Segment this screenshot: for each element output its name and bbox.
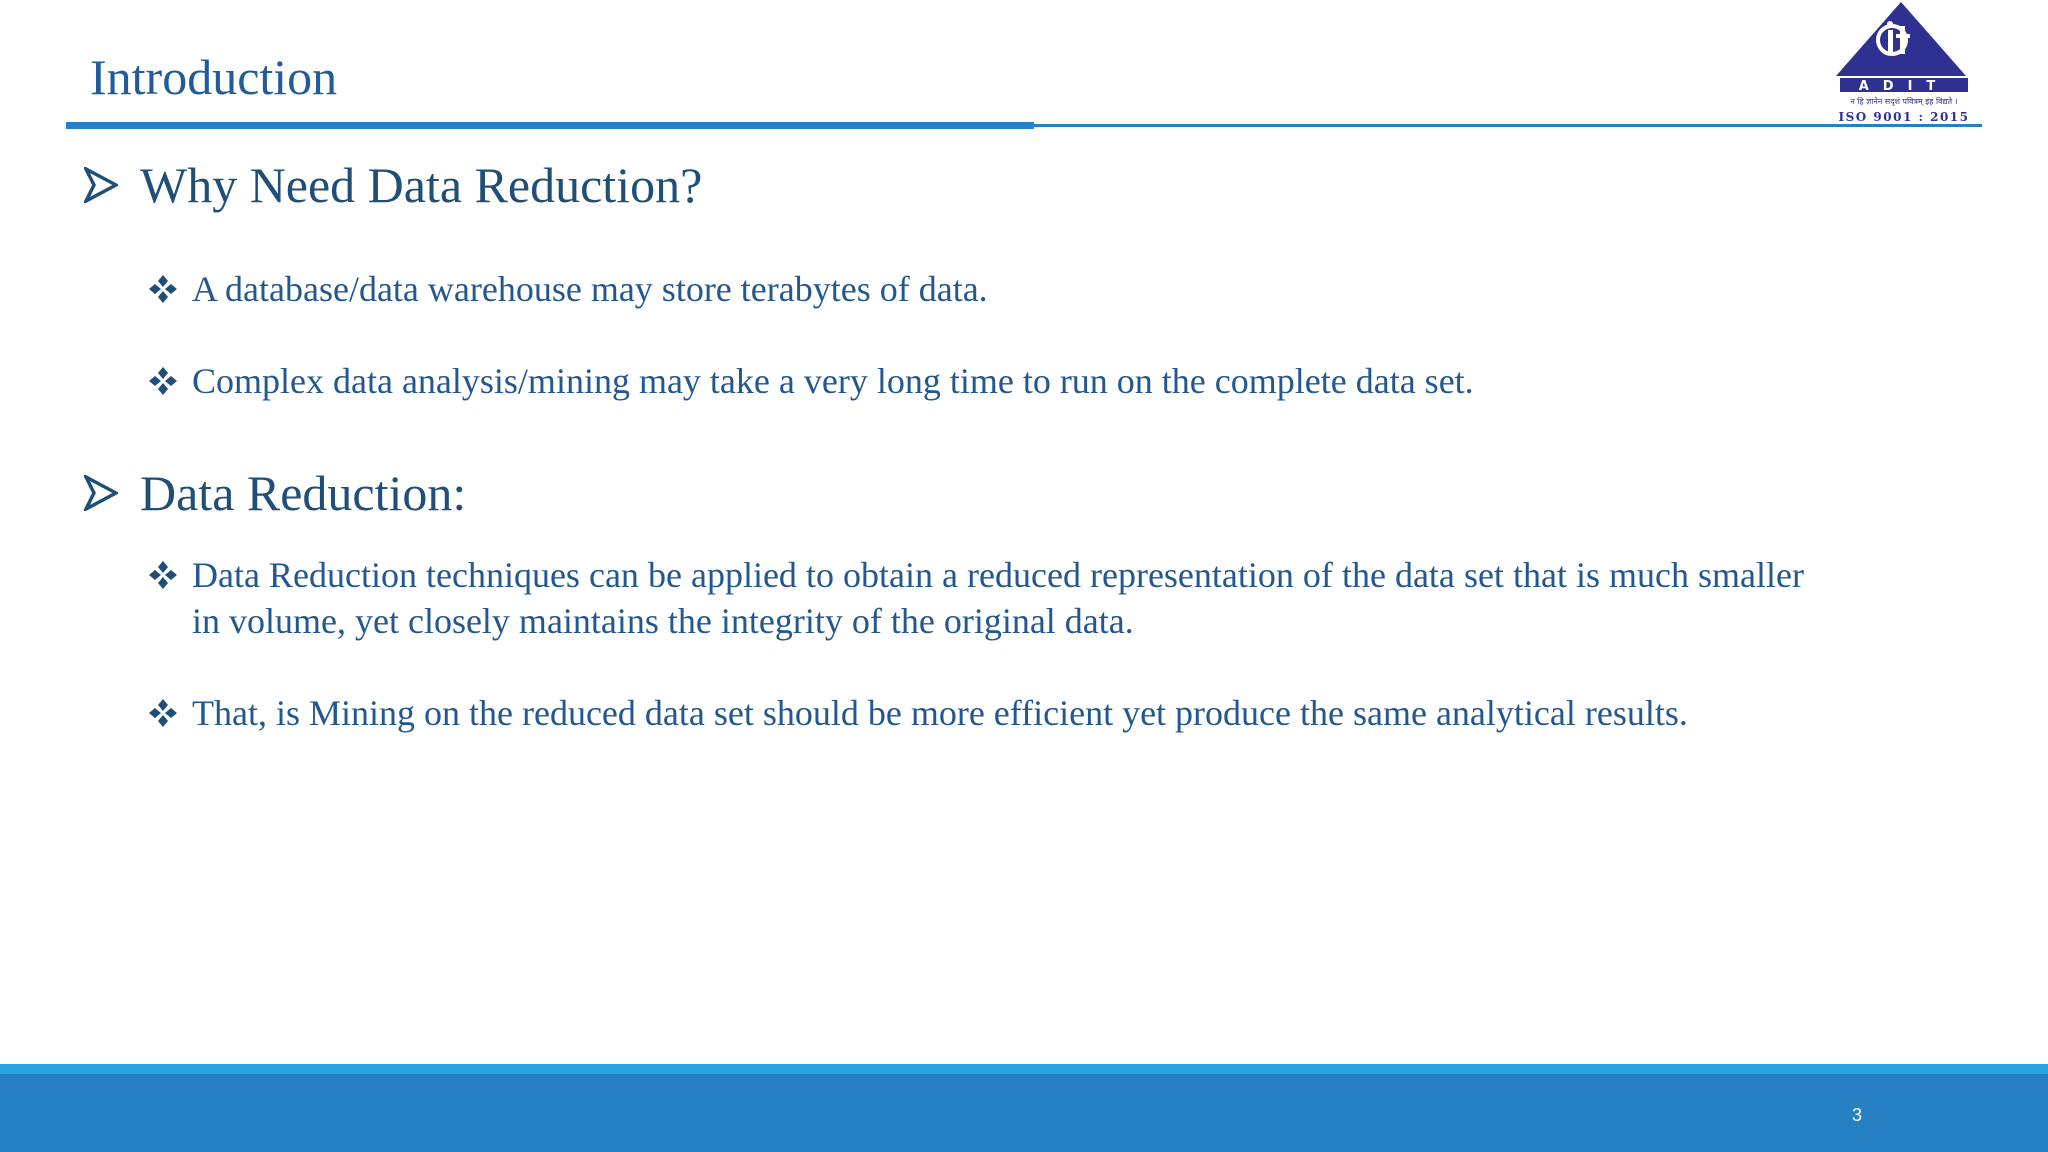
bullet-item <box>148 552 1804 644</box>
section-heading <box>84 157 703 213</box>
svg-text:ADIT: ADIT <box>1858 79 1950 94</box>
page-number: 3 <box>1852 1105 1863 1125</box>
footer-stripe <box>0 1064 2048 1074</box>
four-diamond-icon <box>148 698 178 728</box>
section-heading-text: Data Reduction: <box>140 465 467 521</box>
svg-text:न हि ज्ञानेन सदृशं पवित्रम् इह: न हि ज्ञानेन सदृशं पवित्रम् इह विद्यते । <box>1850 97 1958 106</box>
bullet-text: A database/data warehouse may store terabytes of data. <box>192 269 988 309</box>
bullet-item <box>148 690 1804 736</box>
bullet-item <box>148 358 1804 404</box>
bullet-text: Data Reduction techniques can be applied to obtain a reduced representation of the data set that is much smaller in volume, yet closely maintains the integrity of the original data. <box>192 555 1804 641</box>
slide-title: Introduction <box>90 49 338 105</box>
four-diamond-icon <box>148 560 178 590</box>
title-underline-thick <box>66 122 1034 129</box>
adit-logo <box>1818 0 1984 128</box>
section-heading-text: Why Need Data Reduction? <box>140 157 703 213</box>
bullet-text: That, is Mining on the reduced data set should be more efficient yet produce the same analytical results. <box>192 693 1688 733</box>
four-diamond-icon <box>148 366 178 396</box>
footer-bar <box>0 1074 2048 1152</box>
arrowhead-icon <box>84 167 118 203</box>
bullet-item <box>148 266 1804 312</box>
arrowhead-icon <box>84 475 118 511</box>
svg-text:ISO 9001 : 2015: ISO 9001 : 2015 <box>1838 110 1970 124</box>
bullet-text: Complex data analysis/mining may take a very long time to run on the complete data set. <box>192 361 1474 401</box>
four-diamond-icon <box>148 274 178 304</box>
section-heading <box>84 465 467 521</box>
